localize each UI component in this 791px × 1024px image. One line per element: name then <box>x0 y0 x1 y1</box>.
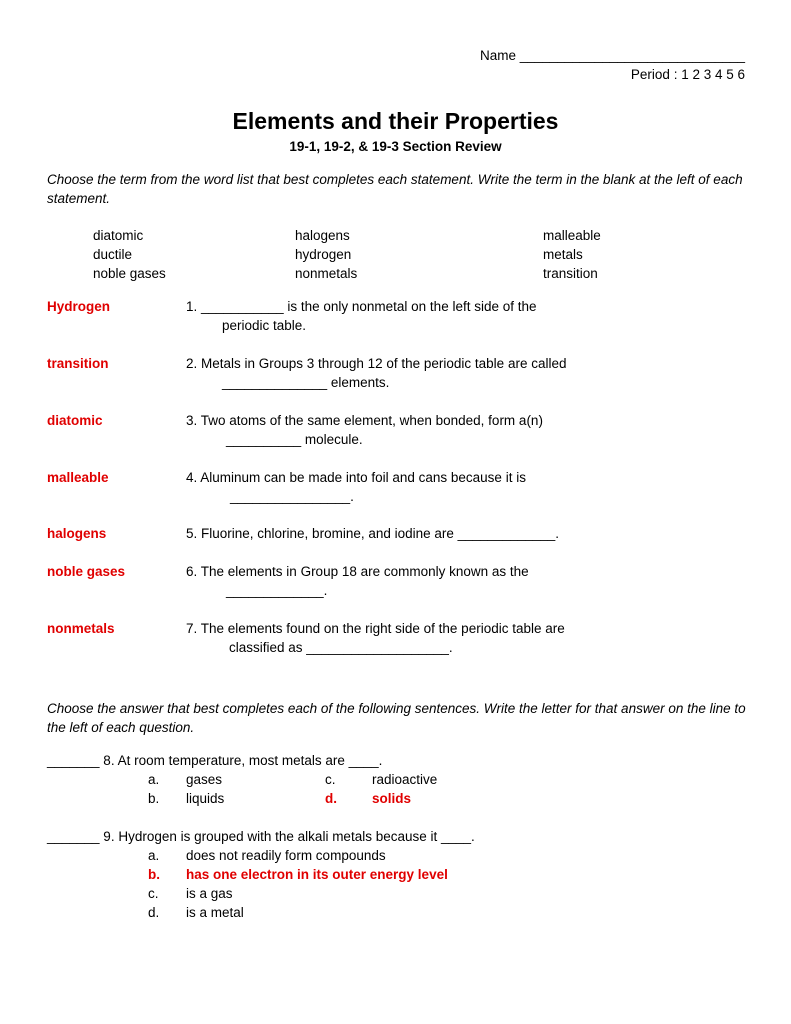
word-list-item: malleable <box>543 228 601 243</box>
answer-2[interactable]: transition <box>47 356 109 371</box>
option-letter-correct: b. <box>148 867 160 882</box>
option-letter: a. <box>148 772 160 787</box>
word-list-item: metals <box>543 247 583 262</box>
name-line[interactable]: Name ______________________________ <box>479 48 745 63</box>
question-4-text: 4. Aluminum can be made into foil and cans because it is <box>186 470 526 485</box>
option-letter: c. <box>325 772 336 787</box>
question-8-stem[interactable]: _______ 8. At room temperature, most metals are ____. <box>47 753 383 768</box>
option-text: is a metal <box>186 905 244 920</box>
answer-6[interactable]: noble gases <box>47 564 126 579</box>
question-4-text-cont: ________________. <box>230 489 354 504</box>
option-letter-correct: d. <box>325 791 337 806</box>
option-text-correct: solids <box>372 791 412 806</box>
word-list-item: hydrogen <box>295 247 352 262</box>
word-list-item: ductile <box>93 247 133 262</box>
word-list-item: nonmetals <box>295 266 358 281</box>
question-6-text-cont: _____________. <box>226 583 328 598</box>
question-6-text: 6. The elements in Group 18 are commonly known as the <box>186 564 529 579</box>
question-7-text-cont: classified as ___________________. <box>229 640 453 655</box>
section1-instructions: Choose the term from the word list that best completes each statement. Write the term in the blank at the left of each statement. <box>47 172 743 206</box>
word-list-item: transition <box>543 266 598 281</box>
word-list-item: halogens <box>295 228 350 243</box>
question-9-stem[interactable]: _______ 9. Hydrogen is grouped with the alkali metals because it ____. <box>47 829 475 844</box>
option-letter: c. <box>148 886 159 901</box>
question-2-text: 2. Metals in Groups 3 through 12 of the periodic table are called <box>186 356 567 371</box>
question-1-text-cont: periodic table. <box>222 318 307 333</box>
section2-instructions: Choose the answer that best completes each of the following sentences. Write the letter for that answer on the line to the left of each question. <box>47 701 746 735</box>
option-text-correct: has one electron in its outer energy level <box>186 867 448 882</box>
answer-3[interactable]: diatomic <box>47 413 103 428</box>
page-title: Elements and their Properties <box>232 108 559 134</box>
question-1-text: 1. ___________ is the only nonmetal on the left side of the <box>186 299 537 314</box>
option-letter: b. <box>148 791 160 806</box>
option-text: does not readily form compounds <box>186 848 386 863</box>
answer-5[interactable]: halogens <box>47 526 107 541</box>
option-text: radioactive <box>372 772 438 787</box>
option-letter: a. <box>148 848 160 863</box>
answer-7[interactable]: nonmetals <box>47 621 115 636</box>
question-3-text-cont: __________ molecule. <box>226 432 363 447</box>
question-2-text-cont: ______________ elements. <box>222 375 390 390</box>
question-7-text: 7. The elements found on the right side of the periodic table are <box>186 621 565 636</box>
word-list-item: noble gases <box>93 266 166 281</box>
question-3-text: 3. Two atoms of the same element, when bonded, form a(n) <box>186 413 543 428</box>
option-text: gases <box>186 772 223 787</box>
answer-4[interactable]: malleable <box>47 470 109 485</box>
period-line: Period : 1 2 3 4 5 6 <box>630 67 745 82</box>
answer-1[interactable]: Hydrogen <box>47 299 111 314</box>
question-5-text: 5. Fluorine, chlorine, bromine, and iodine are _____________. <box>186 526 560 541</box>
option-text: liquids <box>186 791 225 806</box>
option-text: is a gas <box>186 886 233 901</box>
word-list-item: diatomic <box>93 228 144 243</box>
option-letter: d. <box>148 905 160 920</box>
page-subtitle: 19-1, 19-2, & 19-3 Section Review <box>289 139 502 154</box>
